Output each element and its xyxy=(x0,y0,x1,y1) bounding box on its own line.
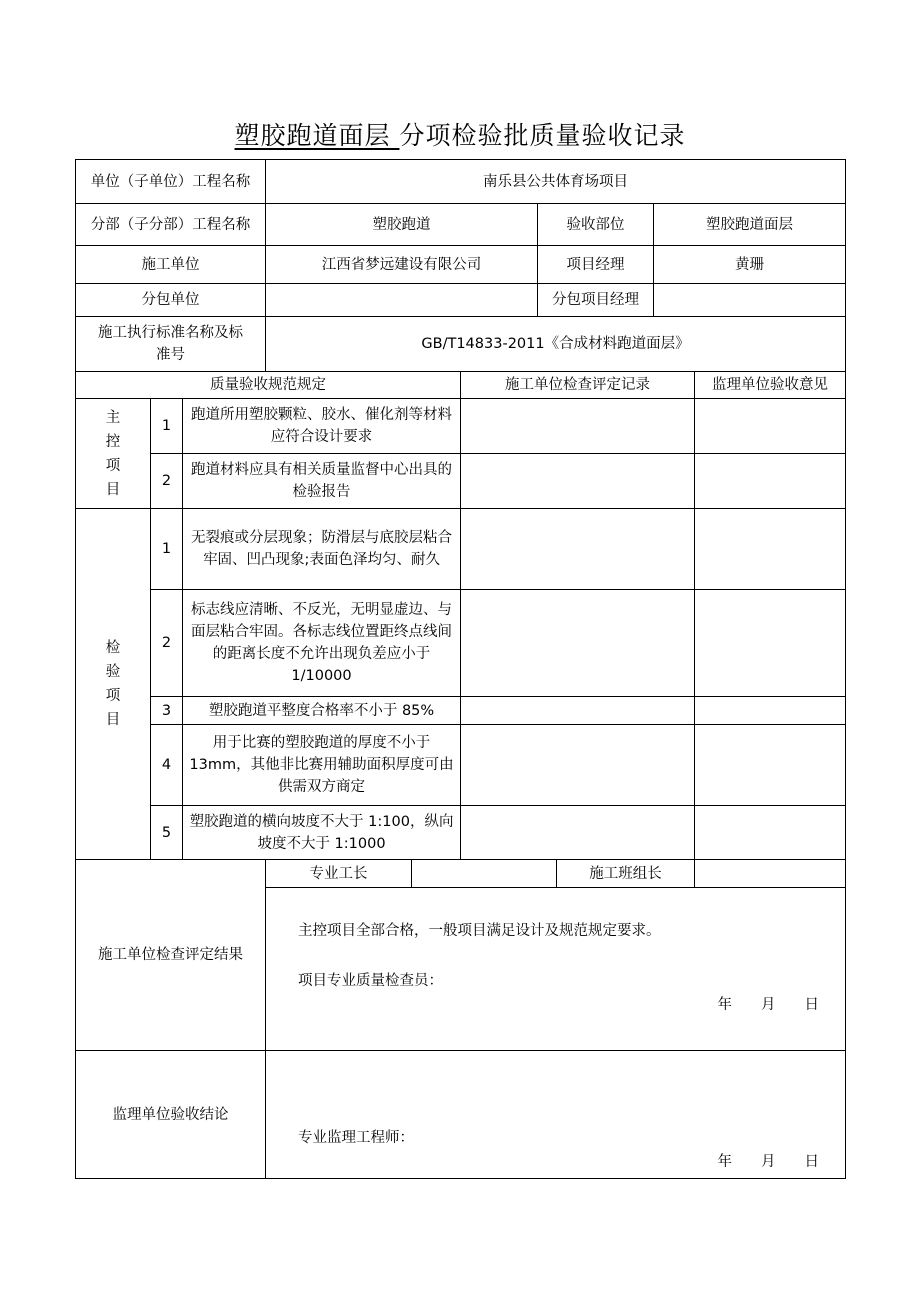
general-item-check-cell xyxy=(461,697,695,725)
general-item-text: 用于比赛的塑胶跑道的厚度不小于13mm，其他非比赛用辅助面积厚度可由供需双方商定 xyxy=(183,725,461,806)
team-leader-value xyxy=(695,860,846,888)
unit-value: 南乐县公共体育场项目 xyxy=(266,160,846,204)
general-item-supervise-cell xyxy=(695,590,846,697)
general-item-check-cell xyxy=(461,590,695,697)
engineer-label: 专业监理工程师： xyxy=(298,1130,414,1146)
main-group-char: 项 xyxy=(105,457,121,474)
col-supervise-header: 监理单位验收意见 xyxy=(695,372,846,399)
general-item-no: 2 xyxy=(151,590,183,697)
main-items-group-label xyxy=(76,399,151,509)
pm-value: 黄珊 xyxy=(654,246,846,284)
col-check-header: 施工单位检查评定记录 xyxy=(461,372,695,399)
main-item-supervise-cell xyxy=(695,454,846,509)
main-item-check-cell xyxy=(461,454,695,509)
items-table xyxy=(75,371,846,860)
general-item-text: 塑胶跑道的横向坡度不大于 1:100，纵向坡度不大于 1:1000 xyxy=(183,806,461,860)
subunit-label: 分部（子分部）工程名称 xyxy=(76,204,266,246)
foreman-value xyxy=(412,860,557,888)
result-table xyxy=(75,859,846,1179)
sub-pm-value xyxy=(654,284,846,317)
date-line-1: 年 月 日 xyxy=(717,997,819,1013)
general-item-no: 4 xyxy=(151,725,183,806)
standard-value: GB/T14833-2011《合成材料跑道面层》 xyxy=(266,317,846,372)
standard-label xyxy=(76,317,266,372)
subcontractor-label: 分包单位 xyxy=(76,284,266,317)
general-group-char: 检 xyxy=(105,640,121,656)
accept-part-value: 塑胶跑道面层 xyxy=(654,204,846,246)
general-group-char: 目 xyxy=(105,712,121,728)
general-item-text: 塑胶跑道平整度合格率不小于 85% xyxy=(183,697,461,725)
foreman-label: 专业工长 xyxy=(266,860,412,888)
col-spec-header: 质量验收规范规定 xyxy=(76,372,461,399)
subunit-value: 塑胶跑道 xyxy=(266,204,538,246)
main-item-check-cell xyxy=(461,399,695,454)
contractor-result-label: 施工单位检查评定结果 xyxy=(76,860,266,1051)
title-rest: 分项检验批质量验收记录 xyxy=(399,121,686,150)
main-item-no: 1 xyxy=(151,399,183,454)
general-item-no: 3 xyxy=(151,697,183,725)
contractor-value: 江西省梦远建设有限公司 xyxy=(266,246,538,284)
general-item-no: 5 xyxy=(151,806,183,860)
sub-pm-label: 分包项目经理 xyxy=(538,284,654,317)
title-underlined: 塑胶跑道面层 xyxy=(234,121,400,150)
contractor-result-text: 主控项目全部合格，一般项目满足设计及规范规定要求。 xyxy=(298,923,661,939)
main-item-text: 跑道材料应具有相关质量监督中心出具的检验报告 xyxy=(183,454,461,509)
supervisor-result-label: 监理单位验收结论 xyxy=(76,1051,266,1179)
general-item-text: 标志线应清晰、不反光，无明显虚边、与面层粘合牢固。各标志线位置距终点线间的距离长度不允许出现负差应小于 1/10000 xyxy=(183,590,461,697)
general-group-char: 项 xyxy=(105,688,121,704)
general-item-supervise-cell xyxy=(695,697,846,725)
page-title xyxy=(0,118,920,154)
team-leader-label: 施工班组长 xyxy=(557,860,695,888)
general-items-group-label xyxy=(76,509,151,860)
general-item-text: 无裂痕或分层现象；防滑层与底胶层粘合牢固、凹凸现象;表面色泽均匀、耐久 xyxy=(183,509,461,590)
general-item-check-cell xyxy=(461,806,695,860)
main-item-supervise-cell xyxy=(695,399,846,454)
inspector-label: 项目专业质量检查员： xyxy=(298,973,443,989)
main-group-char: 目 xyxy=(105,481,121,498)
main-group-char: 主 xyxy=(105,409,121,426)
general-item-supervise-cell xyxy=(695,509,846,590)
general-item-supervise-cell xyxy=(695,725,846,806)
general-item-no: 1 xyxy=(151,509,183,590)
standard-label-line1: 施工执行标准名称及标 xyxy=(98,325,243,341)
accept-part-label: 验收部位 xyxy=(538,204,654,246)
main-item-text: 跑道所用塑胶颗粒、胶水、催化剂等材料应符合设计要求 xyxy=(183,399,461,454)
supervisor-result-body xyxy=(266,1051,846,1179)
main-item-no: 2 xyxy=(151,454,183,509)
main-group-char: 控 xyxy=(105,433,121,450)
general-group-char: 验 xyxy=(105,664,121,680)
subcontractor-value xyxy=(266,284,538,317)
general-item-check-cell xyxy=(461,725,695,806)
general-item-supervise-cell xyxy=(695,806,846,860)
header-table xyxy=(75,159,846,372)
general-item-check-cell xyxy=(461,509,695,590)
standard-label-line2: 准号 xyxy=(156,347,185,363)
contractor-label: 施工单位 xyxy=(76,246,266,284)
contractor-result-body xyxy=(266,888,846,1051)
pm-label: 项目经理 xyxy=(538,246,654,284)
unit-label: 单位（子单位）工程名称 xyxy=(76,160,266,204)
date-line-2: 年 月 日 xyxy=(717,1154,819,1170)
